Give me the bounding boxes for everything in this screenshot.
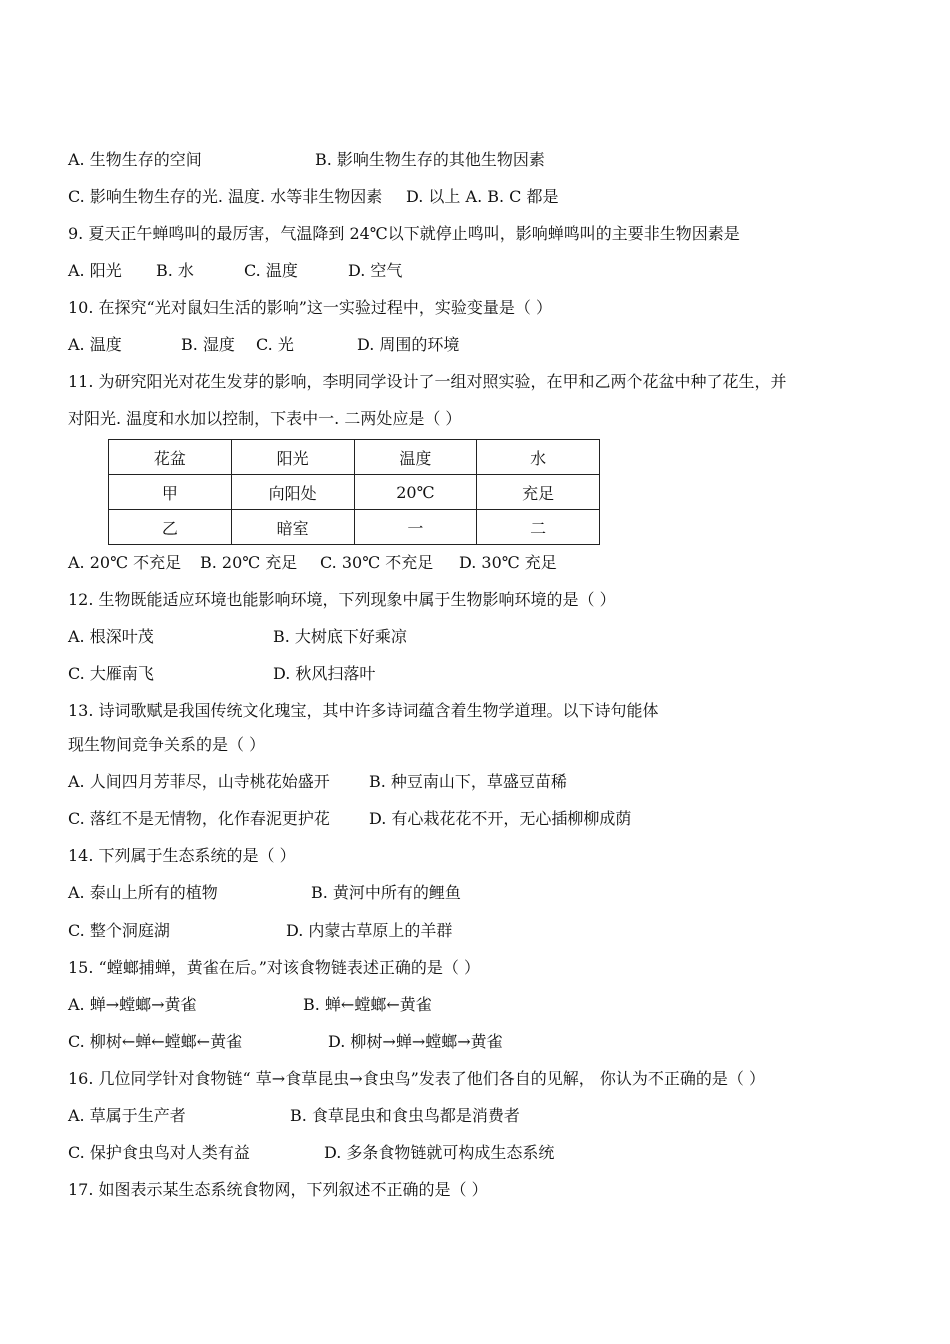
q9-option-b: B. 水 bbox=[156, 261, 194, 280]
q10-option-c: C. 光 bbox=[256, 335, 294, 354]
q8-option-c: C. 影响生物生存的光. 温度. 水等非生物因素 bbox=[68, 187, 383, 206]
q15-option-a: A. 蝉→螳螂→黄雀 bbox=[68, 995, 197, 1014]
q8-option-b: B. 影响生物生存的其他生物因素 bbox=[315, 150, 545, 169]
q11-option-b: B. 20℃ 充足 bbox=[200, 553, 298, 572]
q9-option-c: C. 温度 bbox=[244, 261, 298, 280]
q13-stem-line2: 现生物间竞争关系的是（ ） bbox=[68, 735, 266, 754]
q16-stem: 16. 几位同学针对食物链“ 草→食草昆虫→食虫鸟”发表了他们各自的见解， 你认为不正确的是（ ） bbox=[68, 1069, 765, 1088]
q13-stem-line1: 13. 诗词歌赋是我国传统文化瑰宝，其中许多诗词蕴含着生物学道理。以下诗句能体 bbox=[68, 701, 659, 720]
q17-stem: 17. 如图表示某生态系统食物网，下列叙述不正确的是（ ） bbox=[68, 1180, 488, 1199]
q12-option-b: B. 大树底下好乘凉 bbox=[273, 627, 407, 646]
q12-stem: 12. 生物既能适应环境也能影响环境，下列现象中属于生物影响环境的是（ ） bbox=[68, 590, 616, 609]
q12-option-d: D. 秋风扫落叶 bbox=[273, 664, 376, 683]
q11-table bbox=[108, 439, 600, 545]
table-header-row bbox=[109, 440, 600, 475]
q15-stem: 15. “螳螂捕蝉，黄雀在后。”对该食物链表述正确的是（ ） bbox=[68, 958, 480, 977]
q13-option-b: B. 种豆南山下，草盛豆苗稀 bbox=[369, 772, 567, 791]
q16-option-d: D. 多条食物链就可构成生态系统 bbox=[324, 1143, 555, 1162]
table-row bbox=[109, 510, 600, 545]
q16-option-b: B. 食草昆虫和食虫鸟都是消费者 bbox=[290, 1106, 520, 1125]
q11-stem-line1: 11. 为研究阳光对花生发芽的影响，李明同学设计了一组对照实验，在甲和乙两个花盆中种了花生，并 bbox=[68, 372, 787, 391]
q11-option-c: C. 30℃ 不充足 bbox=[320, 553, 434, 572]
q15-option-d: D. 柳树→蝉→螳螂→黄雀 bbox=[328, 1032, 503, 1051]
q15-option-b: B. 蝉←螳螂←黄雀 bbox=[303, 995, 432, 1014]
q9-option-a: A. 阳光 bbox=[68, 261, 122, 280]
q14-stem: 14. 下列属于生态系统的是（ ） bbox=[68, 846, 296, 865]
q11-stem-line2: 对阳光. 温度和水加以控制，下表中一. 二两处应是（ ） bbox=[68, 409, 462, 428]
table-cell: 向阳处 bbox=[231, 475, 354, 510]
table-row bbox=[109, 475, 600, 510]
table-cell: 甲 bbox=[109, 475, 232, 510]
q11-option-d: D. 30℃ 充足 bbox=[459, 553, 557, 572]
table-cell: 20℃ bbox=[354, 475, 477, 510]
q13-option-a: A. 人间四月芳菲尽，山寺桃花始盛开 bbox=[68, 772, 330, 791]
q15-option-c: C. 柳树←蝉←螳螂←黄雀 bbox=[68, 1032, 243, 1051]
table-cell: 乙 bbox=[109, 510, 232, 545]
q11-option-a: A. 20℃ 不充足 bbox=[68, 553, 182, 572]
table-header-cell: 水 bbox=[477, 440, 600, 475]
q10-option-b: B. 湿度 bbox=[181, 335, 235, 354]
q10-option-a: A. 温度 bbox=[68, 335, 122, 354]
q9-option-d: D. 空气 bbox=[348, 261, 403, 280]
q14-option-d: D. 内蒙古草原上的羊群 bbox=[286, 921, 453, 940]
q13-option-c: C. 落红不是无情物，化作春泥更护花 bbox=[68, 809, 330, 828]
q10-option-d: D. 周围的环境 bbox=[357, 335, 460, 354]
q12-option-a: A. 根深叶茂 bbox=[68, 627, 154, 646]
table-cell: 一 bbox=[354, 510, 477, 545]
table-cell: 充足 bbox=[477, 475, 600, 510]
q9-stem: 9. 夏天正午蝉鸣叫的最厉害，气温降到 24℃以下就停止鸣叫，影响蝉鸣叫的主要非生物因素是 bbox=[68, 224, 740, 243]
table-header-cell: 花盆 bbox=[109, 440, 232, 475]
q16-option-c: C. 保护食虫鸟对人类有益 bbox=[68, 1143, 250, 1162]
q8-option-a: A. 生物生存的空间 bbox=[68, 150, 202, 169]
q13-option-d: D. 有心栽花花不开，无心插柳柳成荫 bbox=[369, 809, 632, 828]
table-cell: 二 bbox=[477, 510, 600, 545]
table-cell: 暗室 bbox=[231, 510, 354, 545]
q14-option-a: A. 泰山上所有的植物 bbox=[68, 883, 218, 902]
q14-option-b: B. 黄河中所有的鲤鱼 bbox=[311, 883, 461, 902]
q12-option-c: C. 大雁南飞 bbox=[68, 664, 154, 683]
q10-stem: 10. 在探究“光对鼠妇生活的影响”这一实验过程中，实验变量是（ ） bbox=[68, 298, 552, 317]
table-header-cell: 阳光 bbox=[231, 440, 354, 475]
q8-option-d: D. 以上 A. B. C 都是 bbox=[406, 187, 559, 206]
q14-option-c: C. 整个洞庭湖 bbox=[68, 921, 170, 940]
table-header-cell: 温度 bbox=[354, 440, 477, 475]
q16-option-a: A. 草属于生产者 bbox=[68, 1106, 186, 1125]
